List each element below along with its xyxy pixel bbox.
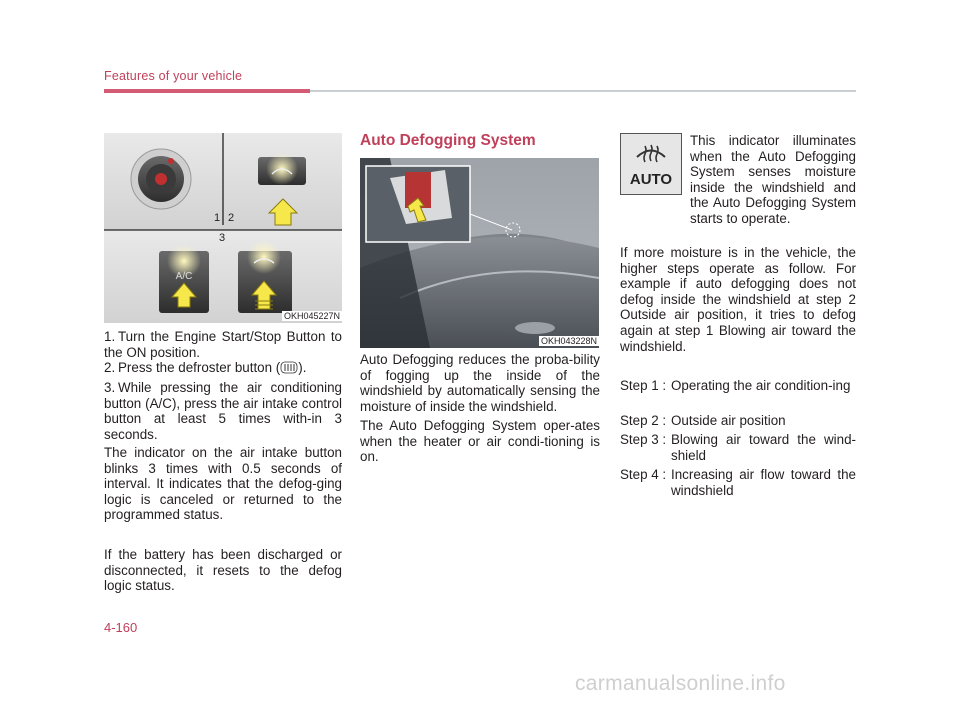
step-text: Turn the Engine Start/Stop Button to the ON position.: [104, 329, 342, 360]
page-number: 4-160: [104, 620, 138, 635]
section-title: Auto Defogging System: [360, 132, 536, 149]
step-text: Increasing air flow toward the windshield: [671, 467, 856, 498]
figure-button-procedure: [104, 133, 342, 323]
indicator-description: This indicator illuminates when the Auto Defogging System senses moisture inside the windshield and the Auto Defogging System starts to operate.: [690, 133, 856, 226]
defog-step-3: [620, 432, 856, 463]
figure-code: OKH043228N: [540, 336, 597, 346]
figure-code: OKH045227N: [283, 311, 340, 321]
defog-step-4: [620, 467, 856, 498]
procedure-step-2: 2. Press the defroster button ( ).: [104, 360, 307, 375]
figure-windshield: [360, 158, 599, 348]
step-text: Press the defroster button (: [118, 360, 281, 375]
procedure-step-3: [104, 380, 342, 442]
step-text: Blowing air toward the wind-shield: [671, 432, 856, 463]
step-number: 2.: [104, 360, 116, 375]
step-number: 3.: [104, 380, 116, 395]
step-text: While pressing the air conditioning button (A/C), press the air intake control button at least 5 times with-in 3 seconds.: [104, 380, 342, 442]
auto-defog-indicator: [620, 133, 682, 195]
auto-defog-icon: [621, 134, 681, 194]
blink-paragraph: The indicator on the air intake button blinks 3 times with 0.5 seconds of interval. It indicates that the defog-ging logic is canceled or returned to the programmed status.: [104, 445, 342, 523]
running-header: Features of your vehicle: [104, 69, 243, 83]
defroster-icon: [280, 361, 298, 374]
ac-button-label: A/C: [175, 271, 193, 282]
step-text: Operating the air condition-ing: [671, 378, 851, 393]
callout-3: 3: [219, 232, 226, 244]
header-rule: [310, 90, 856, 92]
callout-2: 2: [228, 212, 235, 224]
step-label: Step 2 :: [620, 413, 667, 428]
step-text: Outside air position: [671, 413, 786, 428]
defog-step-2: [620, 413, 856, 429]
step-label: Step 3 :: [620, 432, 667, 447]
step-number: 1.: [104, 329, 116, 344]
step-label: Step 4 :: [620, 467, 667, 482]
footer-watermark[interactable]: carmanualsonline.info: [575, 672, 786, 695]
button-procedure-illustration: [104, 133, 342, 323]
indicator-label: AUTO: [629, 171, 673, 188]
procedure-step-1: [104, 329, 342, 360]
auto-defog-paragraph-2: The Auto Defogging System oper-ates when the heater or air condi-tioning is on.: [360, 418, 600, 465]
auto-defog-paragraph-1: Auto Defogging reduces the proba-bility of fogging up the inside of the windshield by automatically sensing the moisture of inside the windshield.: [360, 352, 600, 414]
step-label: Step 1 :: [620, 378, 667, 393]
header-accent-bar: [104, 89, 310, 93]
moisture-paragraph: If more moisture is in the vehicle, the higher steps operate as follow. For example if auto defogging does not defog inside the windshield at step 2 Outside air position, it tries to defog again at step 1 Blowing air toward the windshield.: [620, 245, 856, 354]
windshield-illustration: [360, 158, 599, 348]
callout-1: 1: [214, 212, 221, 224]
defog-step-1: [620, 378, 856, 394]
battery-paragraph: If the battery has been discharged or disconnected, it resets to the defog logic status.: [104, 547, 342, 594]
